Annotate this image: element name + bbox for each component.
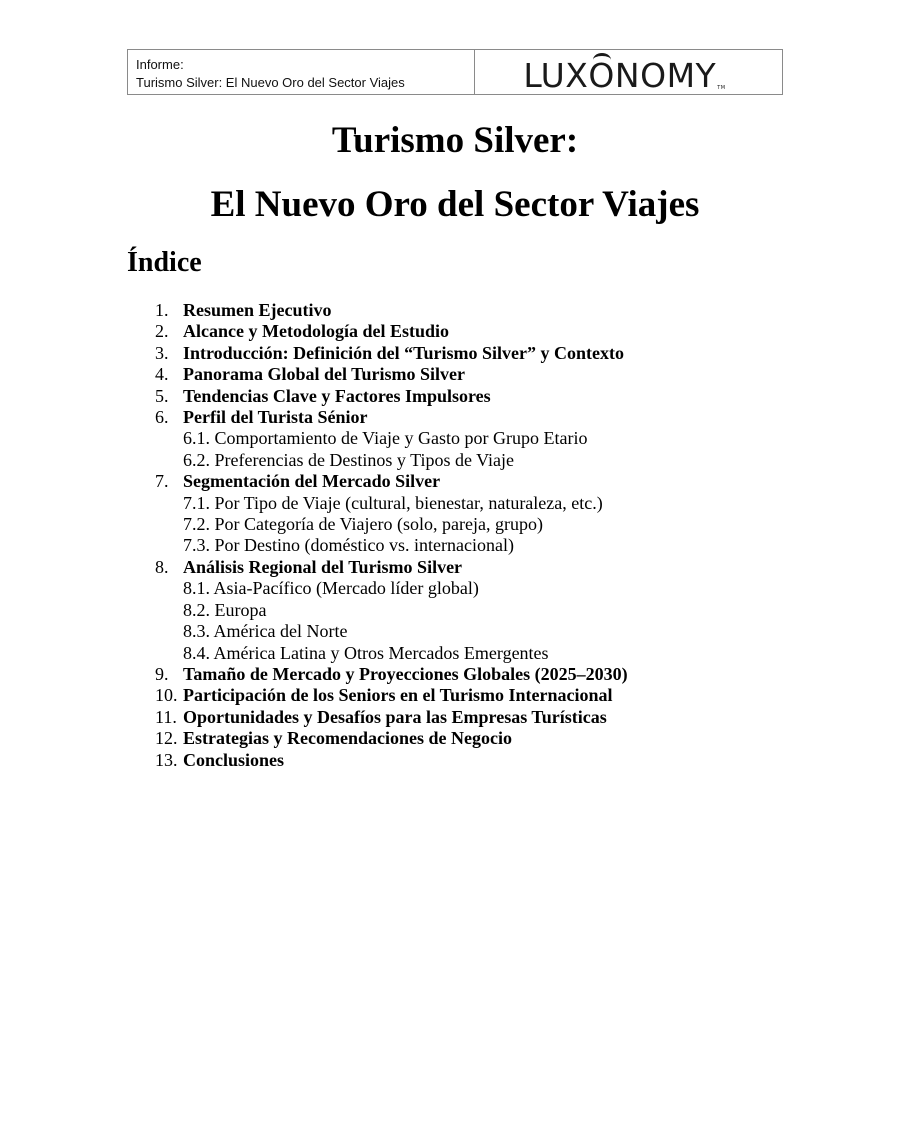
- toc-item-title: Perfil del Turista Sénior: [183, 407, 368, 428]
- toc-item-number: 3.: [155, 342, 169, 363]
- document-title-line-1: Turismo Silver:: [331, 120, 579, 161]
- header-info-cell: [128, 50, 475, 94]
- toc-item-title: Segmentación del Mercado Silver: [183, 471, 441, 492]
- toc-item: [155, 664, 628, 685]
- toc-item: [155, 685, 628, 706]
- document-title-line-2: El Nuevo Oro del Sector Viajes: [210, 184, 700, 225]
- toc-item-title: Tamaño de Mercado y Proyecciones Globales (2025–2030): [183, 663, 628, 684]
- toc-item-number: 4.: [155, 364, 169, 385]
- toc-item-number: 2.: [155, 321, 169, 342]
- table-of-contents: [155, 300, 628, 771]
- toc-subitem: 6.2. Preferencias de Destinos y Tipos de Viaje: [183, 449, 515, 470]
- luxonomy-logo: [523, 56, 725, 95]
- toc-item: [155, 407, 628, 428]
- toc-item-title: Oportunidades y Desafíos para las Empresas Turísticas: [183, 706, 607, 727]
- toc-subitem: 8.3. América del Norte: [183, 621, 348, 642]
- header-subtitle: Turismo Silver: El Nuevo Oro del Sector Viajes: [136, 75, 405, 90]
- toc-item-title: Tendencias Clave y Factores Impulsores: [183, 385, 491, 406]
- toc-item-title: Resumen Ejecutivo: [183, 300, 332, 320]
- toc-item: [155, 728, 628, 749]
- toc-item-number: 9.: [155, 663, 169, 684]
- toc-subitem: 6.1. Comportamiento de Viaje y Gasto por Grupo Etario: [183, 428, 588, 449]
- toc-item: [155, 321, 628, 342]
- toc-item: [155, 343, 628, 364]
- toc-item-number: 13.: [155, 749, 178, 770]
- toc-subitem: 8.1. Asia-Pacífico (Mercado líder global): [183, 578, 479, 599]
- toc-item: [155, 300, 628, 321]
- toc-item-number: 1.: [155, 300, 169, 320]
- toc-subitem: 7.3. Por Destino (doméstico vs. internacional): [183, 535, 514, 556]
- toc-item-title: Estrategias y Recomendaciones de Negocio: [183, 728, 512, 749]
- toc-item-title: Alcance y Metodología del Estudio: [183, 321, 449, 342]
- toc-item-number: 10.: [155, 685, 178, 706]
- header-logo-cell: [475, 50, 782, 94]
- toc-item-number: 5.: [155, 385, 169, 406]
- toc-item: [155, 364, 628, 385]
- toc-item: [155, 750, 628, 771]
- toc-item: [155, 386, 628, 407]
- toc-item: [155, 707, 628, 728]
- toc-subitem: 7.2. Por Categoría de Viajero (solo, pareja, grupo): [183, 514, 543, 535]
- logo-trademark: TM: [717, 84, 726, 91]
- toc-subitem: 7.1. Por Tipo de Viaje (cultural, bienestar, naturaleza, etc.): [183, 492, 603, 513]
- report-header: [127, 49, 783, 95]
- toc-item-number: 8.: [155, 556, 169, 577]
- logo-text-prefix: LUX: [523, 55, 589, 95]
- toc-item-title: Conclusiones: [183, 749, 285, 770]
- toc-item-number: 11.: [155, 706, 177, 727]
- toc-subitem: 8.2. Europa: [183, 599, 267, 620]
- toc-item-title: Participación de los Seniors en el Turismo Internacional: [183, 685, 613, 706]
- toc-item: [155, 471, 628, 492]
- toc-item-number: 7.: [155, 471, 169, 492]
- toc-item: [155, 557, 628, 578]
- toc-item-title: Panorama Global del Turismo Silver: [183, 364, 466, 385]
- toc-subitem: 8.4. América Latina y Otros Mercados Emergentes: [183, 642, 549, 663]
- toc-item-title: Introducción: Definición del “Turismo Silver” y Contexto: [183, 342, 625, 363]
- index-heading: Índice: [127, 247, 202, 278]
- logo-text-suffix: NOMY: [614, 55, 717, 95]
- header-label: Informe:: [136, 57, 184, 72]
- toc-item-number: 12.: [155, 728, 178, 749]
- logo-text-o: O: [588, 55, 615, 95]
- toc-item-number: 6.: [155, 407, 169, 428]
- toc-item-title: Análisis Regional del Turismo Silver: [183, 556, 463, 577]
